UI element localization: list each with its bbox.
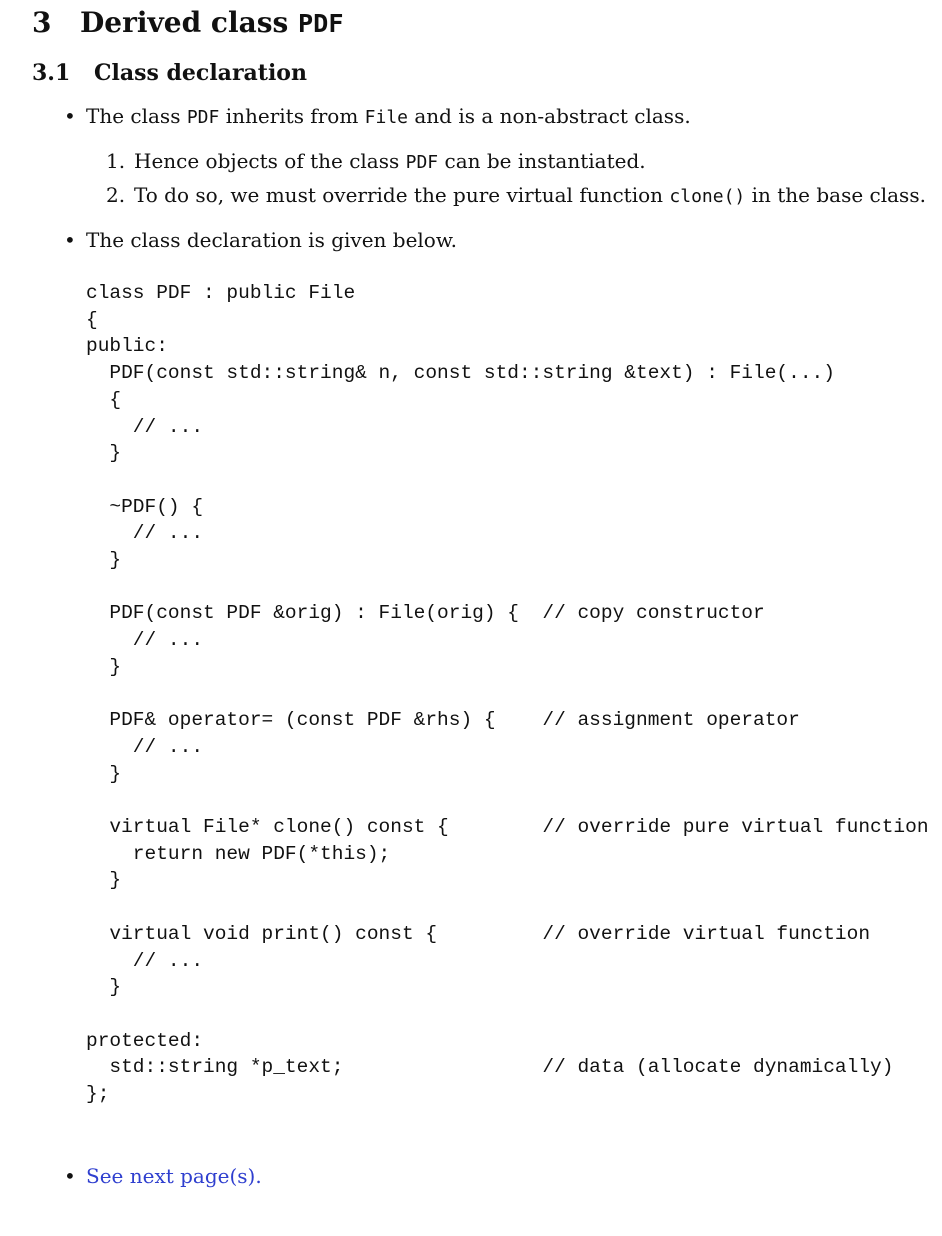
inline-code: clone()	[669, 186, 746, 207]
enum-number: 2.	[106, 183, 126, 207]
enum-item-2	[106, 183, 926, 207]
bullet-marker: •	[64, 1164, 76, 1188]
inline-code: PDF	[186, 107, 220, 128]
text-segment: inherits from	[219, 104, 365, 128]
bullet-inheritance	[64, 104, 691, 128]
section-title-text: Derived class	[80, 6, 298, 39]
next-page-link[interactable]: See next page(s).	[86, 1164, 262, 1188]
text-segment: Hence objects of the class	[134, 149, 406, 173]
bullet-declaration	[64, 228, 457, 252]
text-segment: The class	[86, 104, 187, 128]
text-segment: and is a non-abstract class.	[408, 104, 691, 128]
subsection-title-text: Class declaration	[94, 60, 307, 86]
inline-code: File	[364, 107, 408, 128]
section-title	[32, 6, 344, 39]
text-segment: in the base class.	[745, 183, 926, 207]
code-listing: class PDF : public File { public: PDF(const std::string& n, const std::string &text) : File(...) { // ... } ~PDF() { // ... } PDF(const PDF &orig) : File(orig) { // copy constructor // ... } PDF& operator= (const PDF &rhs) { // assignment operator // ... } virtual File* clone() const { // override pure virtual function return new PDF(*this); } virtual void print() const { // override virtual function // ... } protected: std::string *p_text; // data (allocate dynamically) };	[86, 282, 929, 1106]
bullet-next-page	[64, 1164, 262, 1188]
text-segment: can be instantiated.	[438, 149, 646, 173]
subsection-number: 3.1	[32, 60, 71, 86]
section-title-code: PDF	[298, 9, 344, 38]
inline-code: PDF	[405, 152, 439, 173]
bullet-marker: •	[64, 228, 76, 252]
enum-item-1	[106, 149, 646, 173]
text-segment: To do so, we must override the pure virtual function	[134, 183, 670, 207]
bullet-marker: •	[64, 104, 76, 128]
section-number: 3	[32, 6, 52, 39]
text-segment: The class declaration is given below.	[86, 228, 457, 252]
enum-number: 1.	[106, 149, 126, 173]
subsection-title	[32, 60, 307, 86]
